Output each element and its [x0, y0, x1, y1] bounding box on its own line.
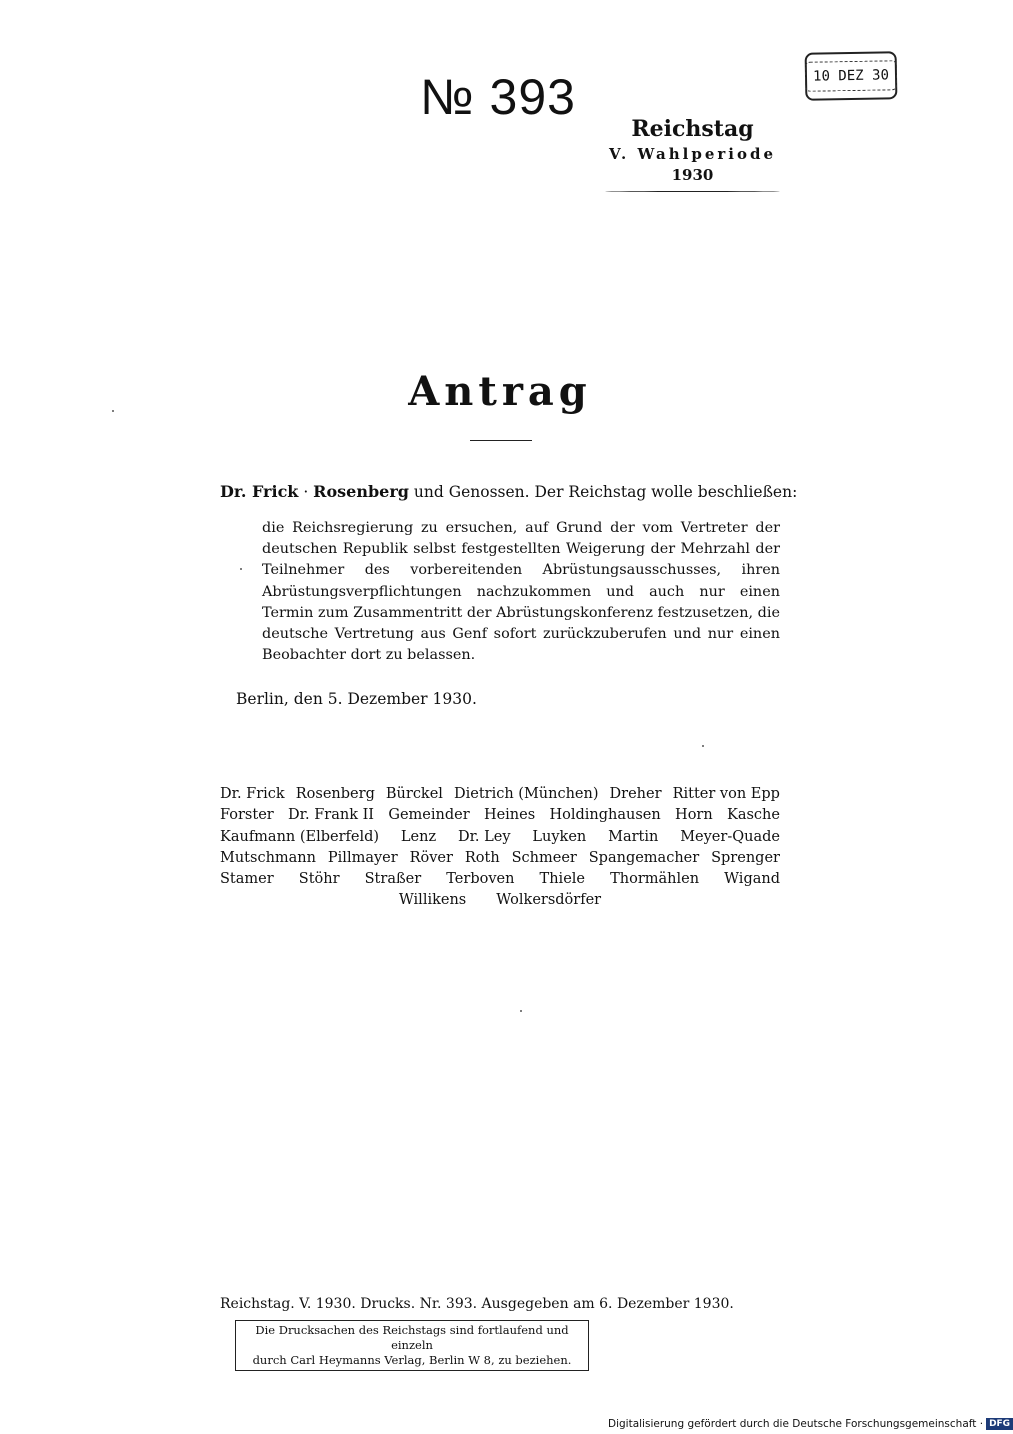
credit-text: Digitalisierung gefördert durch die Deutsche Forschungsgemeinschaft ·: [608, 1418, 984, 1430]
signer: Spangemacher: [588, 849, 700, 866]
signer: Dr. Ley: [457, 828, 511, 845]
signer: Dietrich (München): [453, 786, 599, 802]
signer: Stöhr: [298, 871, 340, 888]
signer-line: [220, 784, 780, 805]
signer: Roth: [464, 849, 500, 866]
signer-line: [220, 805, 780, 826]
signer: Ritter von Epp: [672, 786, 780, 802]
signer: Luyken: [532, 828, 587, 845]
signer: Forster: [220, 807, 274, 824]
scan-speck: [240, 568, 242, 570]
signer: Sprenger: [711, 849, 780, 866]
signer: Dr. Frick: [220, 786, 285, 802]
year-label: 1930: [671, 166, 714, 184]
signer: Lenz: [400, 828, 437, 845]
signer: Willikens: [398, 892, 467, 909]
scan-speck: [112, 410, 114, 412]
motion-date: Berlin, den 5. Dezember 1930.: [236, 690, 477, 708]
signer: Bürckel: [385, 786, 443, 802]
signer: Wolkersdörfer: [496, 892, 602, 909]
signer: Kasche: [727, 807, 780, 824]
signer: Kaufmann (Elberfeld): [220, 828, 380, 845]
intro-name-frick: Dr. Frick: [220, 482, 299, 501]
signer: Röver: [409, 849, 453, 866]
publisher-notice-line: Die Drucksachen des Reichstags sind fortlaufend und einzeln: [255, 1323, 569, 1352]
signer: Pillmayer: [327, 849, 398, 866]
scan-speck: [520, 1010, 522, 1012]
reichstag-label: Reichstag: [631, 116, 754, 142]
title-rule: [470, 440, 532, 441]
signer: Gemeinder: [388, 807, 470, 824]
signer: Terboven: [446, 871, 515, 888]
signer: Wigand: [724, 871, 780, 888]
publisher-notice: [235, 1320, 589, 1371]
signer-line: [220, 848, 780, 869]
signer-line: [220, 890, 780, 911]
reichstag-heading: [605, 115, 780, 192]
signer: Dr. Frank II: [288, 807, 375, 824]
signer: Meyer-Quade: [680, 828, 780, 845]
dfg-logo-icon: DFG: [986, 1418, 1013, 1430]
signer: Stamer: [220, 871, 274, 888]
signer: Martin: [608, 828, 659, 845]
heading-rule: [605, 191, 780, 192]
period-label: V. Wahlperiode: [609, 145, 776, 163]
intro-name-rosenberg: Rosenberg: [313, 482, 409, 501]
signer: Holdinghausen: [549, 807, 661, 824]
print-reference: Reichstag. V. 1930. Drucks. Nr. 393. Ausgegeben am 6. Dezember 1930.: [220, 1296, 734, 1312]
signer: Schmeer: [511, 849, 577, 866]
page-title: Antrag: [408, 368, 592, 415]
signer: Thiele: [539, 871, 585, 888]
signer: Rosenberg: [295, 786, 375, 802]
signer: Dreher: [609, 786, 662, 802]
signer: Mutschmann: [220, 849, 316, 866]
motion-intro: Dr. Frick · Rosenberg und Genossen. Der Reichstag wolle beschließen:: [220, 482, 798, 501]
signer-line: [220, 869, 780, 890]
signer-line: [220, 827, 780, 848]
scan-speck: [702, 745, 704, 747]
digitization-credit: [608, 1418, 1013, 1430]
date-stamp-text: 10 DEZ 30: [805, 60, 897, 92]
signer: Thormählen: [610, 871, 700, 888]
publisher-notice-line: durch Carl Heymanns Verlag, Berlin W 8, zu beziehen.: [252, 1353, 572, 1367]
motion-body: die Reichsregierung zu ersuchen, auf Grund der vom Vertreter der deutschen Republik selbst festgestellten Weigerung der Mehrzahl der Teilnehmer des vorbereitenden Abrüstungsausschusses, ihren Abrüstungsverpflichtungen nachzukommen und auch nur einen Termin zum Zusammentritt der Abrüstungskonferenz festzusetzen, die deutsche Vertretung aus Genf sofort zurückzuberufen und nur einen Beobachter dort zu belassen.: [262, 520, 780, 664]
signer: Straßer: [364, 871, 422, 888]
signatories: [220, 784, 780, 912]
date-stamp: [805, 51, 898, 101]
intro-text: und Genossen. Der Reichstag wolle beschließen:: [413, 483, 798, 501]
signer: Heines: [483, 807, 536, 824]
signer: Horn: [675, 807, 713, 824]
document-number: № 393: [420, 69, 576, 125]
